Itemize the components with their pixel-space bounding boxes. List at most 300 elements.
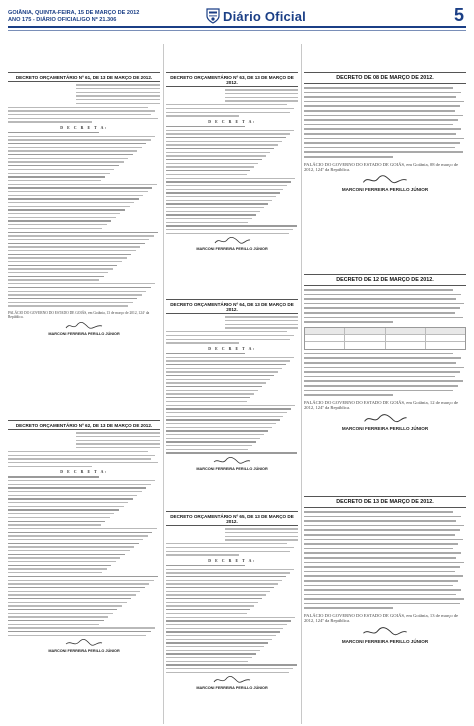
text-line: [166, 152, 270, 153]
decree-body-text: [304, 289, 466, 323]
decree-signing-place: PALÁCIO DO GOVERNO DO ESTADO DE GOIÁS, em Goiânia, 12 de março de 2012, 124º da República.: [304, 399, 459, 411]
text-line: [304, 303, 464, 305]
decree-decreta: D E C R E T A:: [208, 119, 256, 124]
text-line: [8, 568, 107, 569]
text-line: [8, 302, 133, 303]
text-line: [8, 495, 137, 496]
decree-signer: MARCONI FERREIRA PERILLO JÚNIOR: [196, 247, 268, 252]
text-line: [166, 609, 250, 610]
decree-block: [8, 420, 160, 720]
text-line: [304, 511, 453, 513]
text-line: [166, 368, 282, 369]
text-line: [166, 405, 295, 406]
text-line: [225, 97, 298, 98]
text-line: [304, 543, 458, 545]
text-line: [8, 480, 155, 481]
text-line: [166, 126, 245, 127]
decree-body-text: [166, 543, 298, 555]
text-line: [166, 635, 276, 636]
handwritten-signature: [360, 626, 410, 638]
masthead-dateline: [8, 10, 139, 24]
text-line: [304, 589, 461, 591]
handwritten-signature: [212, 456, 252, 466]
text-line: [166, 181, 291, 182]
text-line: [166, 185, 287, 186]
handwritten-signature: [360, 174, 410, 186]
text-line: [166, 155, 266, 156]
text-line: [304, 133, 456, 135]
text-line: [8, 213, 120, 214]
text-line: [8, 298, 137, 299]
state-coat-of-arms-icon: [206, 8, 220, 24]
text-line: [304, 367, 464, 369]
text-line: [166, 657, 252, 658]
text-line: [166, 166, 254, 167]
text-line: [166, 547, 294, 548]
decree-block: [8, 72, 160, 412]
decree-summary-text: [8, 84, 160, 104]
text-line: [166, 342, 239, 343]
text-line: [8, 150, 137, 151]
text-line: [8, 235, 154, 236]
page-number: 5: [453, 5, 464, 25]
content-columns: [8, 44, 466, 724]
masthead-subrule: [8, 30, 466, 31]
decree-decreta: D E C R E T A:: [208, 346, 256, 351]
decree-body-text: [8, 451, 160, 467]
decree-title: DECRETO ORÇAMENTÁRIO Nº 63, DE 13 DE MARÇO DE 2012.: [166, 72, 298, 87]
text-line: [8, 546, 134, 547]
text-line: [8, 228, 102, 229]
decree-summary-text: [166, 89, 298, 101]
text-line: [8, 498, 133, 499]
decree-title: DECRETO DE 08 DE MARÇO DE 2012.: [304, 72, 466, 84]
text-line: [166, 159, 262, 160]
text-line: [76, 84, 160, 85]
text-line: [166, 576, 286, 577]
text-line: [76, 95, 160, 96]
text-line: [166, 218, 252, 219]
text-line: [166, 130, 294, 131]
text-line: [166, 112, 290, 113]
text-line: [166, 189, 283, 190]
text-line: [76, 99, 160, 100]
text-line: [225, 536, 298, 537]
text-line: [8, 169, 114, 170]
text-line: [8, 458, 151, 459]
decree-block: [304, 274, 466, 484]
text-line: [166, 104, 287, 105]
text-line: [8, 246, 140, 247]
text-line: [8, 583, 149, 584]
decree-title: DECRETO ORÇAMENTÁRIO Nº 62, DE 13 DE MARÇO DE 2012.: [8, 420, 160, 430]
text-line: [8, 158, 128, 159]
text-line: [8, 279, 99, 280]
text-line: [166, 148, 274, 149]
text-line: [304, 321, 393, 323]
text-line: [304, 534, 455, 536]
decree-body-text: [166, 126, 298, 234]
text-line: [8, 198, 139, 199]
text-line: [8, 532, 152, 533]
text-line: [166, 594, 266, 595]
text-line: [304, 548, 453, 550]
text-line: [225, 528, 298, 529]
decree-signer: MARCONI FERREIRA PERILLO JÚNIOR: [341, 638, 429, 644]
text-line: [304, 562, 464, 564]
text-line: [225, 93, 298, 94]
text-line: [304, 151, 463, 153]
text-line: [166, 163, 258, 164]
text-line: [166, 639, 272, 640]
decree-signer: MARCONI FERREIRA PERILLO JÚNIOR: [196, 466, 268, 471]
text-line: [8, 506, 124, 507]
text-line: [8, 191, 148, 192]
text-line: [166, 108, 294, 109]
text-line: [8, 524, 101, 525]
text-line: [166, 445, 252, 446]
handwritten-signature: [64, 638, 104, 648]
text-line: [225, 327, 298, 328]
decree-title: DECRETO ORÇAMENTÁRIO Nº 65, DE 13 DE MARÇO DE 2012.: [166, 511, 298, 526]
text-line: [304, 147, 455, 149]
text-line: [304, 96, 456, 98]
text-line: [166, 624, 287, 625]
decree-block: [304, 496, 466, 721]
text-line: [166, 554, 239, 555]
text-line: [304, 376, 455, 378]
text-line: [166, 196, 276, 197]
text-line: [8, 609, 117, 610]
text-line: [225, 316, 298, 317]
text-line: [8, 180, 101, 181]
text-line: [8, 107, 148, 108]
text-line: [304, 353, 453, 355]
text-line: [166, 393, 254, 394]
decree-body-text: [304, 511, 466, 609]
text-line: [8, 594, 136, 595]
text-line: [76, 432, 160, 433]
decree-block: [166, 511, 298, 721]
decree-title: DECRETO DE 13 DE MARÇO DE 2012.: [304, 496, 466, 508]
text-line: [304, 312, 455, 314]
text-line: [8, 136, 155, 137]
decree-signer: MARCONI FERREIRA PERILLO JÚNIOR: [341, 425, 429, 431]
decree-block: [166, 72, 298, 287]
decree-body-text: [304, 353, 466, 396]
table-header-row: [305, 328, 465, 335]
decree-body-text: [8, 107, 160, 123]
text-line: [166, 427, 272, 428]
text-line: [304, 298, 456, 300]
text-line: [166, 386, 262, 387]
text-line: [166, 419, 280, 420]
text-line: [8, 627, 155, 628]
text-line: [166, 438, 260, 439]
text-line: [8, 220, 111, 221]
text-line: [8, 620, 104, 621]
masthead-brand: [206, 8, 306, 24]
text-line: [166, 661, 248, 662]
text-line: [166, 423, 276, 424]
text-line: [166, 339, 290, 340]
text-line: [8, 487, 146, 488]
text-line: [166, 650, 260, 651]
date-line: GOIÂNIA, QUINTA-FEIRA, 15 DE MARÇO DE 2012: [8, 10, 140, 16]
decree-body-text: [8, 476, 160, 636]
text-line: [304, 362, 456, 364]
text-line: [304, 390, 453, 392]
text-line: [166, 416, 283, 417]
text-line: [304, 289, 453, 291]
text-line: [8, 605, 122, 606]
text-line: [8, 476, 99, 477]
column-middle: [166, 44, 298, 724]
text-line: [8, 254, 131, 255]
text-line: [225, 539, 298, 540]
masthead-rule: [8, 26, 466, 28]
text-line: [166, 375, 274, 376]
text-line: [166, 598, 262, 599]
text-line: [8, 613, 113, 614]
text-line: [8, 202, 134, 203]
decree-body-text: [166, 331, 298, 343]
text-line: [8, 173, 110, 174]
text-line: [304, 571, 455, 573]
text-line: [304, 598, 464, 600]
text-line: [304, 594, 456, 596]
text-line: [166, 214, 256, 215]
text-line: [166, 174, 247, 175]
text-line: [8, 539, 143, 540]
text-line: [166, 617, 295, 618]
text-line: [166, 583, 278, 584]
text-line: [8, 287, 151, 288]
text-line: [166, 207, 264, 208]
text-line: [8, 561, 116, 562]
handwritten-signature: [360, 413, 410, 425]
text-line: [166, 449, 248, 450]
decree-title: DECRETO ORÇAMENTÁRIO Nº 61, DE 13 DE MARÇO DE 2012.: [8, 72, 160, 82]
decree-block: [304, 72, 466, 262]
text-line: [76, 443, 160, 444]
text-line: [166, 434, 264, 435]
text-line: [8, 509, 119, 510]
text-line: [166, 225, 297, 226]
text-line: [304, 317, 463, 319]
text-line: [166, 382, 266, 383]
text-line: [8, 187, 152, 188]
decree-block: [166, 299, 298, 499]
decree-summary-text: [166, 316, 298, 328]
column-divider: [301, 44, 302, 724]
text-line: [166, 430, 268, 431]
decree-signer: MARCONI FERREIRA PERILLO JÚNIOR: [196, 686, 268, 691]
text-line: [166, 353, 245, 354]
decree-decreta: D E C R E T A:: [60, 125, 108, 130]
text-line: [8, 272, 108, 273]
text-line: [8, 184, 157, 185]
text-line: [166, 642, 268, 643]
text-line: [304, 394, 393, 396]
text-line: [304, 142, 460, 144]
gazette-page: [0, 4, 474, 726]
text-line: [8, 591, 140, 592]
text-line: [166, 170, 250, 171]
text-line: [8, 462, 158, 463]
text-line: [166, 401, 247, 402]
text-line: [8, 257, 127, 258]
text-line: [304, 92, 461, 94]
text-line: [304, 138, 464, 140]
text-line: [304, 529, 460, 531]
text-line: [76, 103, 160, 104]
text-line: [8, 209, 125, 210]
text-line: [8, 580, 154, 581]
decree-signing-place: PALÁCIO DO GOVERNO DO ESTADO DE GOIÁS, em Goiânia, 13 de março de 2012, 124º da República.: [8, 310, 150, 319]
text-line: [304, 520, 456, 522]
text-line: [8, 132, 99, 133]
text-line: [166, 664, 297, 665]
text-line: [76, 436, 160, 437]
text-line: [166, 580, 282, 581]
text-line: [76, 88, 160, 89]
text-line: [166, 115, 239, 116]
text-line: [166, 222, 248, 223]
text-line: [8, 261, 122, 262]
text-line: [304, 294, 461, 296]
text-line: [8, 154, 133, 155]
text-line: [8, 195, 143, 196]
text-line: [166, 144, 278, 145]
text-line: [304, 101, 464, 103]
text-line: [304, 603, 460, 605]
text-line: [8, 224, 107, 225]
text-line: [304, 539, 463, 541]
text-line: [8, 276, 104, 277]
decree-summary-text: [8, 432, 160, 448]
text-line: [166, 452, 297, 453]
text-line: [8, 161, 124, 162]
text-line: [166, 543, 287, 544]
text-line: [166, 613, 247, 614]
decree-signer: MARCONI FERREIRA PERILLO JÚNIOR: [48, 332, 120, 337]
text-line: [166, 672, 289, 673]
text-line: [166, 565, 245, 566]
text-line: [166, 141, 282, 142]
text-line: [166, 390, 258, 391]
text-line: [8, 114, 151, 115]
text-line: [76, 447, 160, 448]
table-row: [305, 335, 465, 342]
text-line: [8, 502, 128, 503]
text-line: [8, 554, 125, 555]
text-line: [166, 379, 270, 380]
text-line: [8, 265, 117, 266]
text-line: [304, 385, 458, 387]
text-line: [8, 598, 131, 599]
text-line: [304, 156, 393, 158]
text-line: [304, 557, 456, 559]
text-line: [166, 408, 291, 409]
text-line: [166, 412, 287, 413]
text-line: [8, 550, 130, 551]
text-line: [8, 521, 105, 522]
text-line: [166, 602, 258, 603]
decree-decreta: D E C R E T A:: [60, 469, 108, 474]
text-line: [166, 211, 260, 212]
text-line: [8, 631, 151, 632]
text-line: [225, 324, 298, 325]
column-divider: [163, 44, 164, 724]
text-line: [8, 602, 127, 603]
text-line: [76, 92, 160, 93]
text-line: [304, 105, 460, 107]
text-line: [8, 143, 146, 144]
text-line: [8, 543, 139, 544]
text-line: [166, 331, 287, 332]
column-right: [304, 44, 466, 724]
handwritten-signature: [212, 236, 252, 246]
text-line: [8, 565, 111, 566]
text-line: [225, 320, 298, 321]
text-line: [8, 176, 105, 177]
text-line: [8, 283, 155, 284]
text-line: [166, 203, 268, 204]
text-line: [304, 307, 460, 309]
text-line: [8, 139, 151, 140]
text-line: [166, 653, 256, 654]
text-line: [304, 128, 461, 130]
publication-title: Diário Oficial: [223, 8, 306, 24]
text-line: [76, 440, 160, 441]
text-line: [8, 616, 108, 617]
text-line: [8, 576, 158, 577]
text-line: [8, 466, 92, 467]
text-line: [166, 628, 283, 629]
text-line: [166, 620, 291, 621]
text-line: [8, 624, 99, 625]
text-line: [304, 525, 464, 527]
text-line: [304, 357, 461, 359]
text-line: [8, 239, 149, 240]
text-line: [166, 605, 254, 606]
text-line: [166, 591, 270, 592]
handwritten-signature: [64, 321, 104, 331]
text-line: [166, 357, 294, 358]
text-line: [8, 635, 146, 636]
decree-body-text: [166, 353, 298, 454]
text-line: [8, 557, 120, 558]
text-line: [304, 580, 458, 582]
text-line: [8, 451, 148, 452]
text-line: [166, 137, 286, 138]
text-line: [304, 87, 453, 89]
decree-signer: MARCONI FERREIRA PERILLO JÚNIOR: [341, 187, 429, 193]
text-line: [304, 566, 460, 568]
text-line: [225, 532, 298, 533]
text-line: [8, 232, 158, 233]
text-line: [8, 165, 119, 166]
text-line: [304, 124, 453, 126]
text-line: [166, 551, 290, 552]
text-line: [166, 364, 286, 365]
issue-line: ANO 175 - DIÁRIO OFICIAL/GO Nº 21.306: [8, 17, 117, 23]
decree-decreta: D E C R E T A:: [208, 558, 256, 563]
text-line: [304, 516, 461, 518]
text-line: [166, 371, 278, 372]
text-line: [304, 119, 458, 121]
